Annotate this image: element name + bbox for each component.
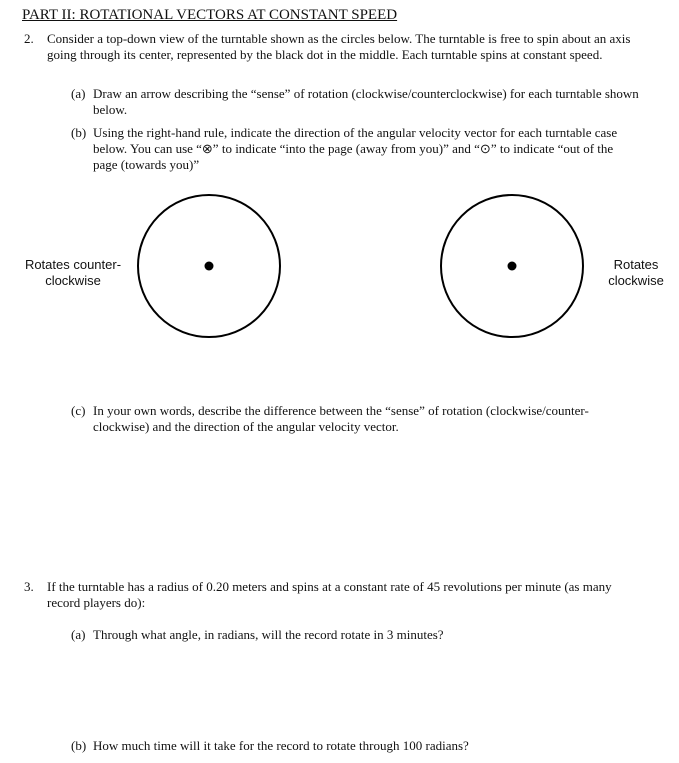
left-label-line-1: Rotates counter- <box>24 257 122 272</box>
left-label-line-2: clockwise <box>45 273 101 288</box>
right-rotation-label <box>596 257 676 289</box>
left-rotation-label <box>13 257 133 289</box>
right-axis-dot <box>508 262 517 271</box>
q3a-text: Through what angle, in radians, will the record rotate in 3 minutes? <box>93 627 444 642</box>
q2a-text: Draw an arrow describing the “sense” of rotation (clockwise/counterclockwise) for each turntable shown below. <box>93 86 639 117</box>
q3b-text: How much time will it take for the record to rotate through 100 radians? <box>93 738 469 753</box>
question-3-text: If the turntable has a radius of 0.20 meters and spins at a constant rate of 45 revolutions per minute (as many record players do): <box>47 579 612 610</box>
q2c-text: In your own words, describe the difference between the “sense” of rotation (clockwise/counter-clockwise) and the direction of the angular velocity vector. <box>93 403 589 434</box>
q3b-label: (b) <box>71 738 87 753</box>
right-label-line-2: clockwise <box>608 273 664 288</box>
question-2-number: 2. <box>24 31 34 46</box>
q2b-label: (b) <box>71 125 87 140</box>
q2b-text: Using the right-hand rule, indicate the direction of the angular velocity vector for each turntable case below. You can use “⊗” to indicate “into the page (away from you)” and “⊙” to indicate “out of the page (towards you)” <box>93 125 618 172</box>
q2c-label: (c) <box>71 403 86 418</box>
q2a-label: (a) <box>71 86 86 101</box>
question-3-number: 3. <box>24 579 34 594</box>
right-label-line-1: Rotates <box>613 257 659 272</box>
turntables-figure <box>0 180 679 540</box>
q3a-label: (a) <box>71 627 86 642</box>
page-title: PART II: ROTATIONAL VECTORS AT CONSTANT SPEED <box>22 7 398 23</box>
left-axis-dot <box>205 262 214 271</box>
question-2-text: Consider a top-down view of the turntable shown as the circles below. The turntable is free to spin about an axis going through its center, represented by the black dot in the middle. Each turntable spins at constant speed. <box>47 31 631 62</box>
